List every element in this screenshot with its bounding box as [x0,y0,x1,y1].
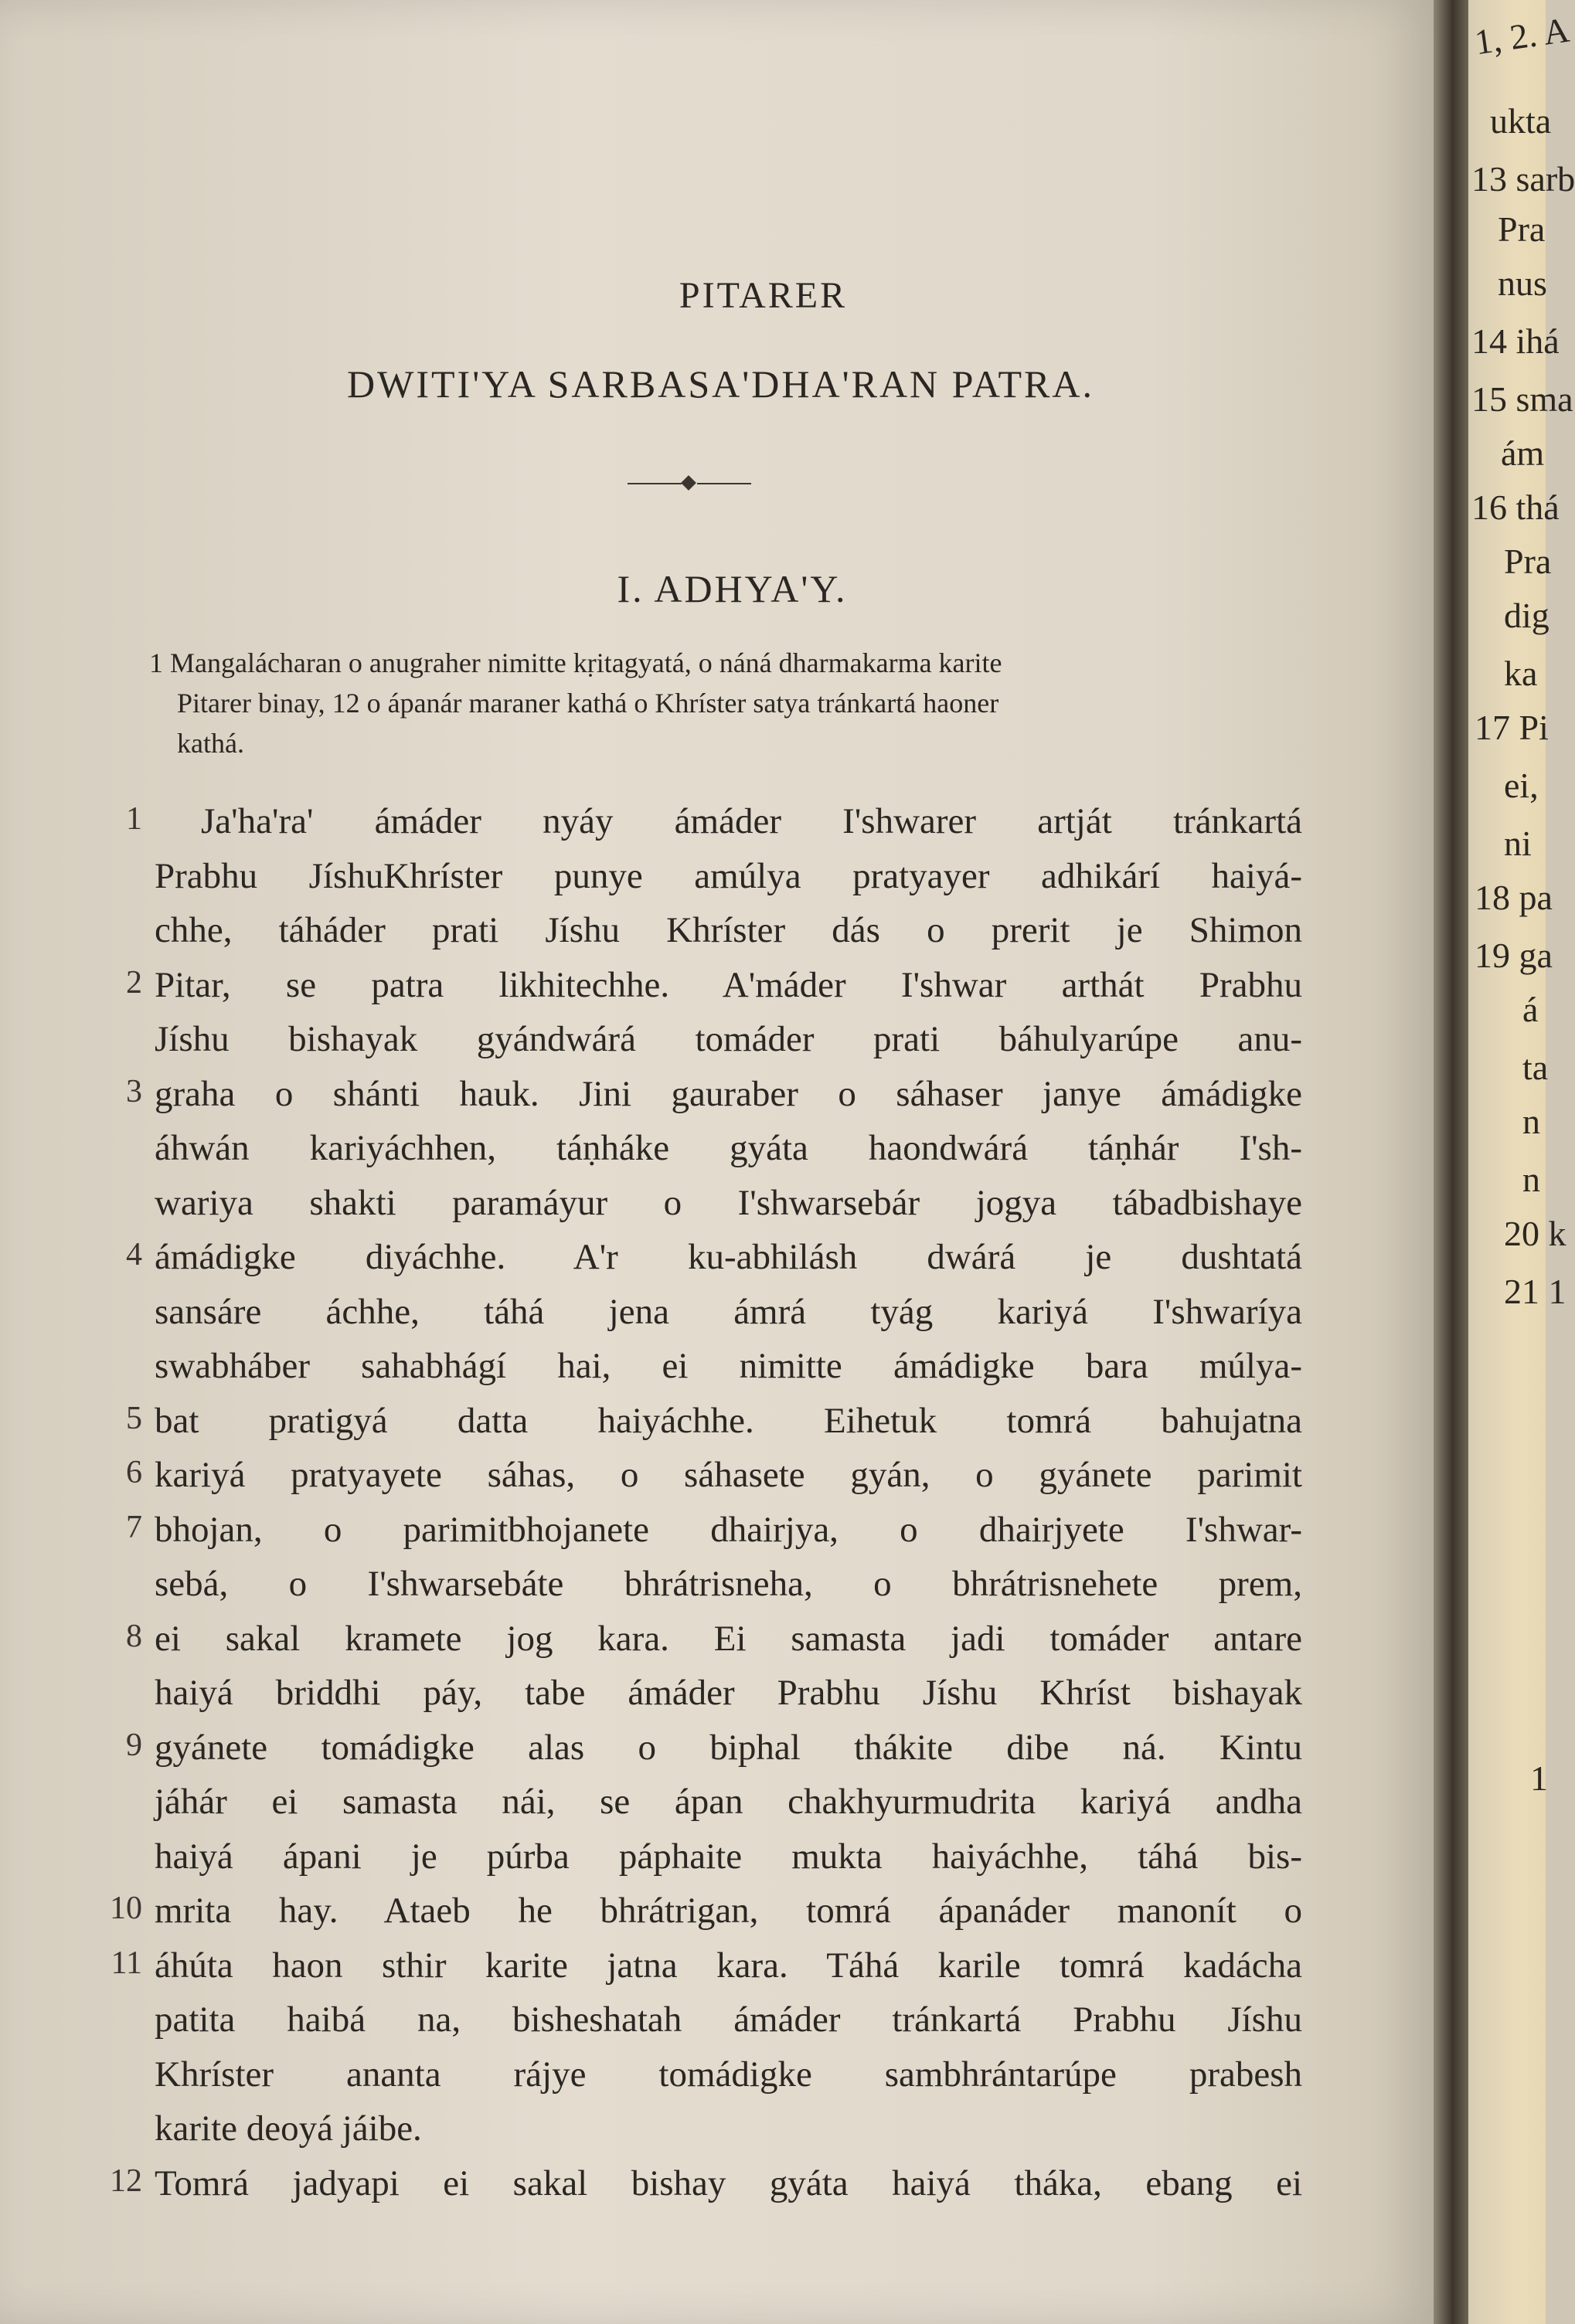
text-line [108,1563,1314,1618]
verse-number: 3 [126,1073,142,1109]
facing-page-fragment: ni [1504,824,1532,863]
verse-number: 8 [126,1618,142,1654]
verse-number: 6 [126,1455,142,1490]
facing-page-fragment: 20 k [1504,1214,1566,1253]
line-text: áhúta haon sthir karite jatna kara. Táhá karile tomrá kadácha [155,1945,1302,1986]
text-line [108,1836,1314,1891]
facing-page-fragment: 15 sma [1471,379,1573,419]
facing-page-fragment: Pra [1498,209,1546,249]
verse-number: 11 [111,1945,142,1981]
page-title-line1: PITARER [679,275,848,316]
facing-page-fragment: 13 sarb [1471,159,1575,199]
chapter-summary [149,643,1293,763]
page-title-line2: DWITI'YA SARBASA'DHA'RAN PATRA. [347,362,1094,406]
text-line [108,964,1314,1019]
text-line [108,2108,1314,2163]
text-line [108,1400,1314,1455]
title-ornament [628,481,751,487]
text-line [108,1454,1314,1509]
facing-page-fragment: ei, [1504,766,1539,805]
verse-number: 2 [126,964,142,1001]
text-line [108,855,1314,910]
line-text: gyánete tomádigke alas o biphal thákite dibe ná. Kintu [155,1727,1302,1768]
line-text: Pitar, se patra likhitechhe. A'máder I'shwar arthát Prabhu [155,964,1302,1005]
text-line [108,1182,1314,1237]
text-line [108,1890,1314,1945]
text-line [108,1509,1314,1564]
facing-page-fragment: nus [1498,263,1547,303]
line-text: wariya shakti paramáyur o I'shwarsebár jogya tábadbishaye [155,1182,1302,1223]
line-text: Jíshu bishayak gyándwárá tomáder prati báhulyarúpe anu- [155,1019,1302,1059]
line-text: sebá, o I'shwarsebáte bhrátrisneha, o bhrátrisnehete prem, [155,1564,1302,1604]
line-text: áhwán kariyáchhen, táṇháke gyáta haondwárá táṇhár I'sh- [155,1128,1302,1168]
text-line [108,1018,1314,1073]
facing-page-fragment: 19 ga [1475,936,1553,975]
line-text: sansáre áchhe, táhá jena ámrá tyág kariyá I'shwaríya [155,1291,1302,1332]
text-line [108,800,1314,855]
verse-number: 12 [110,2163,142,2199]
line-text: chhe, táháder prati Jíshu Khríster dás o prerit je Shimon [155,910,1302,950]
line-text: Ja'ha'ra' ámáder nyáy ámáder I'shwarer artját tránkartá [201,801,1302,841]
text-line [108,2054,1314,2108]
line-text: Tomrá jadyapi ei sakal bishay gyáta haiyá tháka, ebang ei [155,2163,1302,2203]
verse-number: 7 [126,1509,142,1545]
summary-line: 1 Mangalácharan o anugraher nimitte kṛitagyatá, o náná dharmakarma karite [149,647,1002,678]
facing-page-fragment: 16 thá [1471,488,1560,527]
chapter-heading: I. ADHYA'Y. [617,567,848,610]
facing-page-fragment: 17 Pi [1475,708,1549,747]
facing-page-fragment: 14 ihá [1471,321,1560,361]
summary-line: Pitarer binay, 12 o ápanár maraner kathá o Khríster satya tránkartá haoner [177,688,999,719]
chapter-body [108,800,1314,2217]
facing-page-fragment: ka [1504,654,1538,693]
facing-page-fragment: á [1522,990,1539,1029]
line-text: graha o shánti hauk. Jini gauraber o sáhaser janye ámádigke [155,1073,1302,1114]
line-text: ámádigke diyáchhe. A'r ku-abhilásh dwárá je dushtatá [155,1237,1302,1277]
line-text: swabháber sahabhágí hai, ei nimitte ámádigke bara múlya- [155,1346,1302,1386]
text-line [108,1127,1314,1182]
line-text: bhojan, o parimitbhojanete dhairjya, o dhairjyete I'shwar- [155,1509,1302,1550]
facing-page-fragment: n [1522,1102,1540,1141]
line-text: bat pratigyá datta haiyáchhe. Eihetuk tomrá bahujatna [155,1400,1302,1441]
line-text: Prabhu JíshuKhríster punye amúlya pratyayer adhikárí haiyá- [155,855,1302,896]
line-text: haiyá ápani je púrba páphaite mukta haiyáchhe, táhá bis- [155,1836,1302,1877]
text-line [108,1291,1314,1346]
text-line [108,909,1314,964]
facing-page-fragment: 1 [1530,1758,1548,1798]
facing-page-fragment: ám [1501,433,1545,473]
facing-page-fragment: ta [1522,1048,1549,1087]
text-line [108,1781,1314,1836]
line-text: ei sakal kramete jog kara. Ei samasta jadi tomáder antare [155,1618,1302,1659]
verse-number: 9 [126,1727,142,1763]
facing-page-edge [1468,0,1575,2324]
facing-page-fragment: 1, 2. A [1472,9,1572,63]
text-line [108,1672,1314,1727]
text-line [108,1727,1314,1782]
text-line [108,1945,1314,2000]
verse-number: 4 [126,1237,142,1272]
line-text: haiyá briddhi páy, tabe ámáder Prabhu Jíshu Khríst bishayak [155,1673,1302,1713]
line-text: karite deoyá jáibe. [155,2108,422,2149]
line-text: Khríster ananta rájye tomádigke sambhrántarúpe prabesh [155,2054,1302,2095]
line-text: jáhár ei samasta nái, se ápan chakhyurmudrita kariyá andha [155,1782,1302,1822]
facing-page-fragment: 21 1 [1504,1272,1566,1311]
line-text: mrita hay. Ataeb he bhrátrigan, tomrá ápanáder manonít o [155,1891,1302,1931]
summary-line: kathá. [177,728,244,759]
verse-number: 10 [110,1891,142,1926]
text-line [108,1618,1314,1673]
text-line [108,1999,1314,2054]
line-text: patita haibá na, bisheshatah ámáder tránkartá Prabhu Jíshu [155,2000,1302,2040]
text-line [108,1073,1314,1128]
line-text: kariyá pratyayete sáhas, o sáhasete gyán, o gyánete parimit [155,1455,1302,1495]
book-gutter [1434,0,1468,2324]
facing-page-fragment: Pra [1504,542,1552,581]
verse-number: 5 [126,1400,142,1436]
facing-page-fragment: n [1522,1160,1540,1199]
facing-page-fragment: 18 pa [1475,878,1553,917]
text-line [108,1345,1314,1400]
facing-page-fragment: ukta [1490,101,1552,141]
text-line [108,2163,1314,2217]
facing-page-fragment: dig [1504,596,1549,635]
text-line [108,1236,1314,1291]
verse-number: 1 [126,801,142,837]
